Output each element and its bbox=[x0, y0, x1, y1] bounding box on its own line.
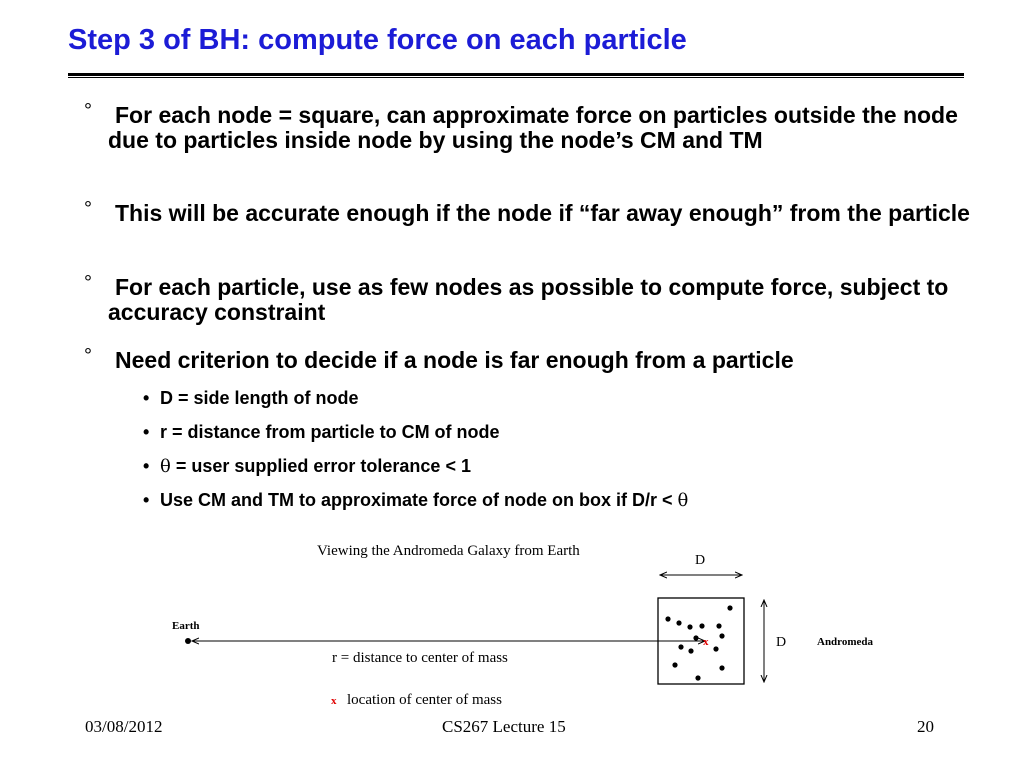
particle bbox=[665, 616, 670, 621]
bullet-text: This will be accurate enough if the node if “far away enough” from the particle bbox=[115, 200, 970, 226]
bullet-marker: ° bbox=[84, 198, 92, 220]
bullet-marker: ° bbox=[84, 345, 92, 367]
earth-dot bbox=[185, 638, 191, 644]
particle bbox=[693, 635, 698, 640]
center-of-mass-marker: x bbox=[703, 636, 709, 648]
particle bbox=[716, 623, 721, 628]
particle bbox=[699, 623, 704, 628]
slide-title: Step 3 of BH: compute force on each particle bbox=[68, 24, 687, 56]
sub-bullet-item bbox=[143, 387, 943, 409]
particle bbox=[713, 646, 718, 651]
theta-symbol: θ bbox=[160, 456, 171, 477]
particle bbox=[688, 648, 693, 653]
sub-bullet-text-main: Use CM and TM to approximate force of node on box if D/r < bbox=[160, 490, 678, 510]
particle bbox=[687, 624, 692, 629]
particle bbox=[719, 665, 724, 670]
particle bbox=[678, 644, 683, 649]
particle bbox=[676, 620, 681, 625]
footer-course: CS267 Lecture 15 bbox=[442, 717, 566, 736]
bullet-marker: ° bbox=[84, 100, 92, 122]
earth-label: Earth bbox=[172, 620, 200, 632]
sub-bullet-text bbox=[143, 455, 943, 478]
andromeda-label: Andromeda bbox=[817, 636, 874, 648]
sub-bullet-item bbox=[143, 455, 943, 478]
particles bbox=[665, 605, 732, 680]
bullet-text: For each node = square, can approximate force on particles outside the node due to particles inside node by using the node’s CM and TM bbox=[108, 102, 958, 153]
particle bbox=[672, 662, 677, 667]
sub-bullet-text-rest: = user supplied error tolerance < 1 bbox=[170, 456, 471, 476]
bullet-item bbox=[84, 345, 984, 373]
sub-bullet-marker: • bbox=[143, 422, 150, 442]
side-length-label-top: D bbox=[695, 553, 706, 568]
footer-date: 03/08/2012 bbox=[85, 717, 163, 736]
sub-bullet-text: r = distance from particle to CM of node bbox=[160, 422, 500, 442]
title-divider bbox=[68, 73, 964, 78]
legend-cm-label: location of center of mass bbox=[347, 692, 502, 708]
sub-bullet-marker: • bbox=[143, 456, 150, 476]
footer-page-number: 20 bbox=[917, 717, 934, 736]
bullet-text: Need criterion to decide if a node is far enough from a particle bbox=[115, 347, 794, 373]
diagram-caption: Viewing the Andromeda Galaxy from Earth bbox=[317, 543, 580, 559]
particle bbox=[727, 605, 732, 610]
particle bbox=[695, 675, 700, 680]
sub-bullet-marker: • bbox=[143, 388, 150, 408]
sub-bullet-item bbox=[143, 421, 943, 443]
particle bbox=[719, 633, 724, 638]
distance-label: r = distance to center of mass bbox=[332, 650, 508, 666]
bullet-text: For each particle, use as few nodes as possible to compute force, subject to accuracy constraint bbox=[108, 274, 949, 325]
andromeda-diagram bbox=[160, 535, 900, 715]
bullet-item bbox=[84, 198, 984, 226]
bullet-item bbox=[84, 100, 984, 153]
bullet-marker: ° bbox=[84, 272, 92, 294]
theta-symbol: θ bbox=[677, 490, 689, 511]
sub-bullet-text: D = side length of node bbox=[160, 388, 359, 408]
bullet-item bbox=[84, 272, 984, 325]
side-length-label-side: D bbox=[776, 635, 787, 650]
sub-bullet-item bbox=[143, 489, 943, 512]
legend-cm-marker: x bbox=[331, 695, 337, 707]
sub-bullet-marker: • bbox=[143, 490, 150, 510]
sub-bullet-text bbox=[143, 489, 943, 512]
